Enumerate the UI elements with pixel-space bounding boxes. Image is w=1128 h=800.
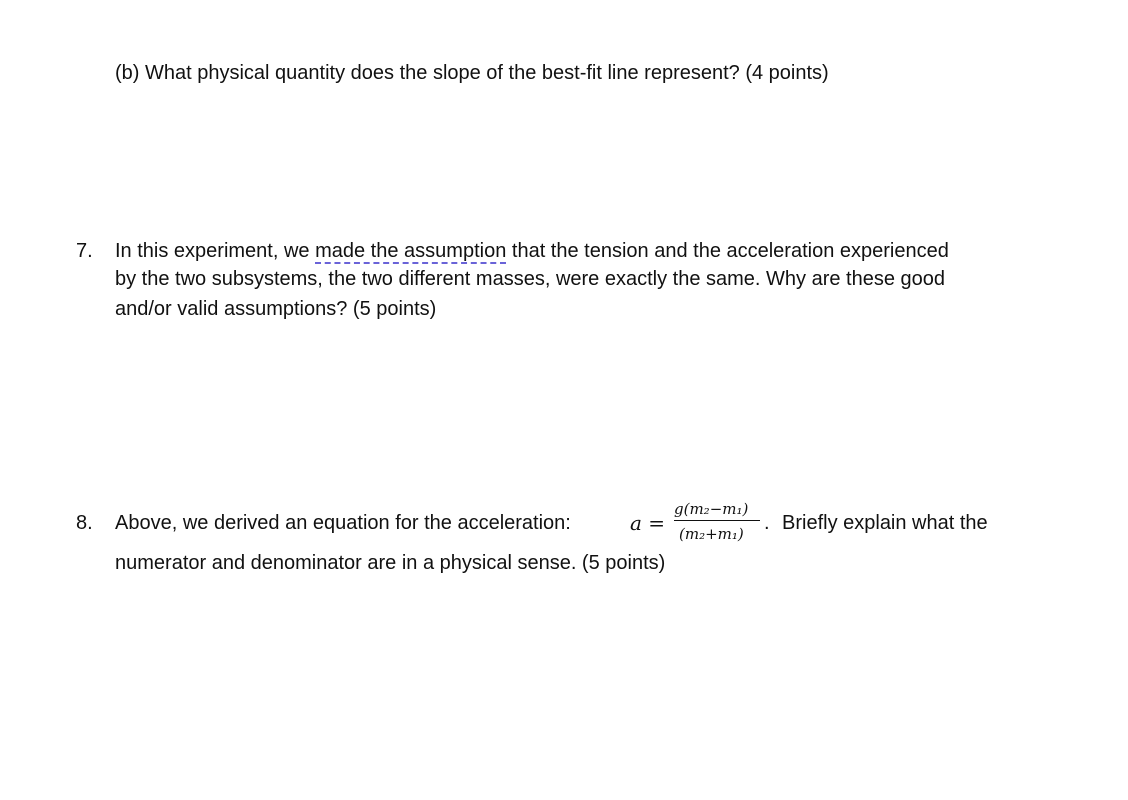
question-7-line-2: by the two subsystems, the two different masses, were exactly the same. Why are these good [115, 268, 946, 290]
fraction-bar [674, 520, 760, 521]
acceleration-fraction [672, 498, 764, 548]
question-7-line-1-start: In this experiment, we [115, 240, 316, 262]
question-7-line-1 [115, 241, 949, 261]
equation-lhs: a = [630, 511, 666, 535]
question-7-line-1-end: that the tension and the acceleration experienced [506, 240, 949, 262]
question-8-line-1-start: Above, we derived an equation for the acceleration: [115, 512, 571, 534]
spellcheck-grammar-highlight[interactable]: made the assumption [315, 240, 507, 262]
fraction-denominator: (m₂+m₁) [679, 525, 744, 543]
question-8-line-2: numerator and denominator are in a physical sense. (5 points) [115, 552, 666, 574]
question-7-number: 7. [76, 240, 93, 262]
question-8-number: 8. [76, 512, 93, 534]
fraction-numerator: g(m₂−m₁) [674, 500, 749, 518]
equation-period: . [764, 512, 770, 534]
question-7-line-3: and/or valid assumptions? (5 points) [115, 298, 437, 320]
question-b-text: (b) What physical quantity does the slope of the best-fit line represent? (4 points) [115, 62, 829, 84]
question-8-line-1-end: Briefly explain what the [782, 512, 988, 534]
